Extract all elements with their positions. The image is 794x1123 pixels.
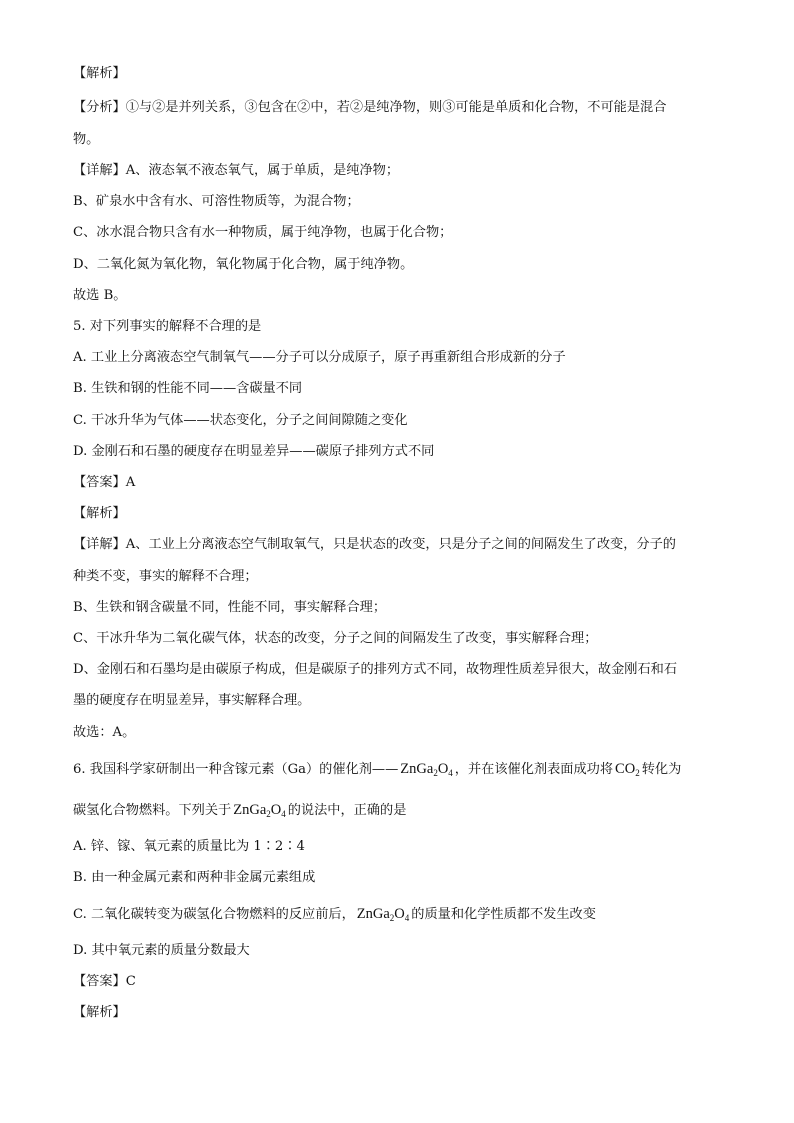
question-5-stem: 5. 对下列事实的解释不合理的是 — [73, 319, 262, 334]
question-5-detail-b: B、生铁和钢含碳量不同，性能不同，事实解释合理； — [73, 600, 387, 615]
question-5-detail-line-1: 【详解】A、工业上分离液态空气制取氧气，只是状态的改变，只是分子之间的间隔发生了改变，分子的 — [73, 537, 676, 552]
question-5-option-d: D. 金刚石和石墨的硬度存在明显差异——碳原子排列方式不同 — [73, 444, 435, 459]
question-6-option-d: D. 其中氧元素的质量分数最大 — [73, 943, 250, 958]
formula-subscript: 2 — [635, 768, 640, 778]
detail-text-b: B、矿泉水中含有水、可溶性物质等，为混合物； — [73, 194, 360, 209]
formula-subscript: 2 — [433, 768, 438, 778]
question-6-answer: 【答案】C — [73, 974, 136, 989]
detail-text-c: C、冰水混合物只含有水一种物质，属于纯净物，也属于化合物； — [73, 225, 453, 240]
formula-text: O — [270, 802, 282, 818]
question-6-option-b: B. 由一种金属元素和两种非金属元素组成 — [73, 870, 316, 885]
zngao-formula — [231, 802, 288, 818]
formula-text: ZnGa — [233, 802, 267, 818]
question-6-stem-line-1 — [73, 760, 733, 779]
question-6-analysis-heading: 【解析】 — [73, 1005, 126, 1020]
zngao-formula — [398, 761, 455, 777]
detail-text-a: 【详解】A、液态氧不液态氧气，属于单质，是纯净物； — [73, 163, 400, 178]
analysis-text-line-2: 物。 — [73, 132, 100, 147]
question-5-detail-d-line-1: D、金刚石和石墨均是由碳原子构成，但是碳原子的排列方式不同，故物理性质差异很大，故金刚石和石 — [73, 662, 678, 677]
question-5-option-c: C. 干冰升华为气体——状态变化，分子之间间隙随之变化 — [73, 413, 408, 428]
question-5-answer: 【答案】A — [73, 475, 136, 490]
co2-formula — [613, 761, 642, 777]
question-6-option-a: A. 锌、镓、氧元素的质量比为 1∶2∶4 — [73, 839, 305, 854]
question-6-option-c — [73, 905, 733, 924]
formula-subscript: 4 — [404, 913, 410, 923]
zngao-formula — [355, 906, 412, 922]
formula-text: ZnGa — [356, 906, 390, 922]
formula-text: O — [437, 761, 449, 777]
question-5-detail-d-line-2: 墨的硬度存在明显差异，事实解释合理。 — [73, 693, 311, 708]
question-6-stem-line-2 — [73, 801, 733, 820]
question-5-analysis-heading: 【解析】 — [73, 506, 126, 521]
formula-text: CO — [615, 761, 636, 777]
q6-stem-part-1: 6. 我国科学家研制出一种含镓元素（Ga）的催化剂—— — [73, 762, 399, 777]
formula-text: O — [394, 906, 405, 922]
question-5-detail-line-2: 种类不变，事实的解释不合理； — [73, 569, 258, 584]
q6-stem-part-5: 的说法中，正确的是 — [287, 803, 407, 818]
choose-answer-line: 故选 B。 — [73, 288, 127, 303]
analysis-text-line-1: 【分析】①与②是并列关系，③包含在②中，若②是纯净物，则③可能是单质和化合物，不可能是混合 — [73, 100, 667, 115]
formula-subscript: 4 — [448, 768, 453, 778]
q6-stem-part-2: ，并在该催化剂表面成功将 — [454, 762, 614, 777]
question-5-detail-c: C、干冰升华为二氧化碳气体，状态的改变，分子之间的间隔发生了改变，事实解释合理； — [73, 631, 598, 646]
q6-option-c-part-2: 的质量和化学性质都不发生改变 — [411, 907, 596, 922]
question-5-option-a: A. 工业上分离液态空气制氧气——分子可以分成原子，原子再重新组合形成新的分子 — [73, 350, 566, 365]
q6-stem-part-4: 碳氢化合物燃料。下列关于 — [73, 803, 232, 818]
formula-subscript: 2 — [266, 809, 271, 819]
question-5-option-b: B. 生铁和钢的性能不同——含碳量不同 — [73, 381, 303, 396]
formula-text: ZnGa — [400, 761, 434, 777]
analysis-heading: 【解析】 — [73, 66, 126, 81]
formula-subscript: 2 — [389, 913, 395, 923]
q6-stem-part-3: 转化为 — [641, 762, 682, 777]
formula-subscript: 4 — [281, 809, 286, 819]
question-5-choose-line: 故选：A。 — [73, 725, 136, 740]
q6-option-c-part-1: C. 二氧化碳转变为碳氢化合物燃料的反应前后， — [73, 907, 355, 922]
detail-text-d: D、二氧化氮为氧化物，氧化物属于化合物，属于纯净物。 — [73, 257, 414, 272]
